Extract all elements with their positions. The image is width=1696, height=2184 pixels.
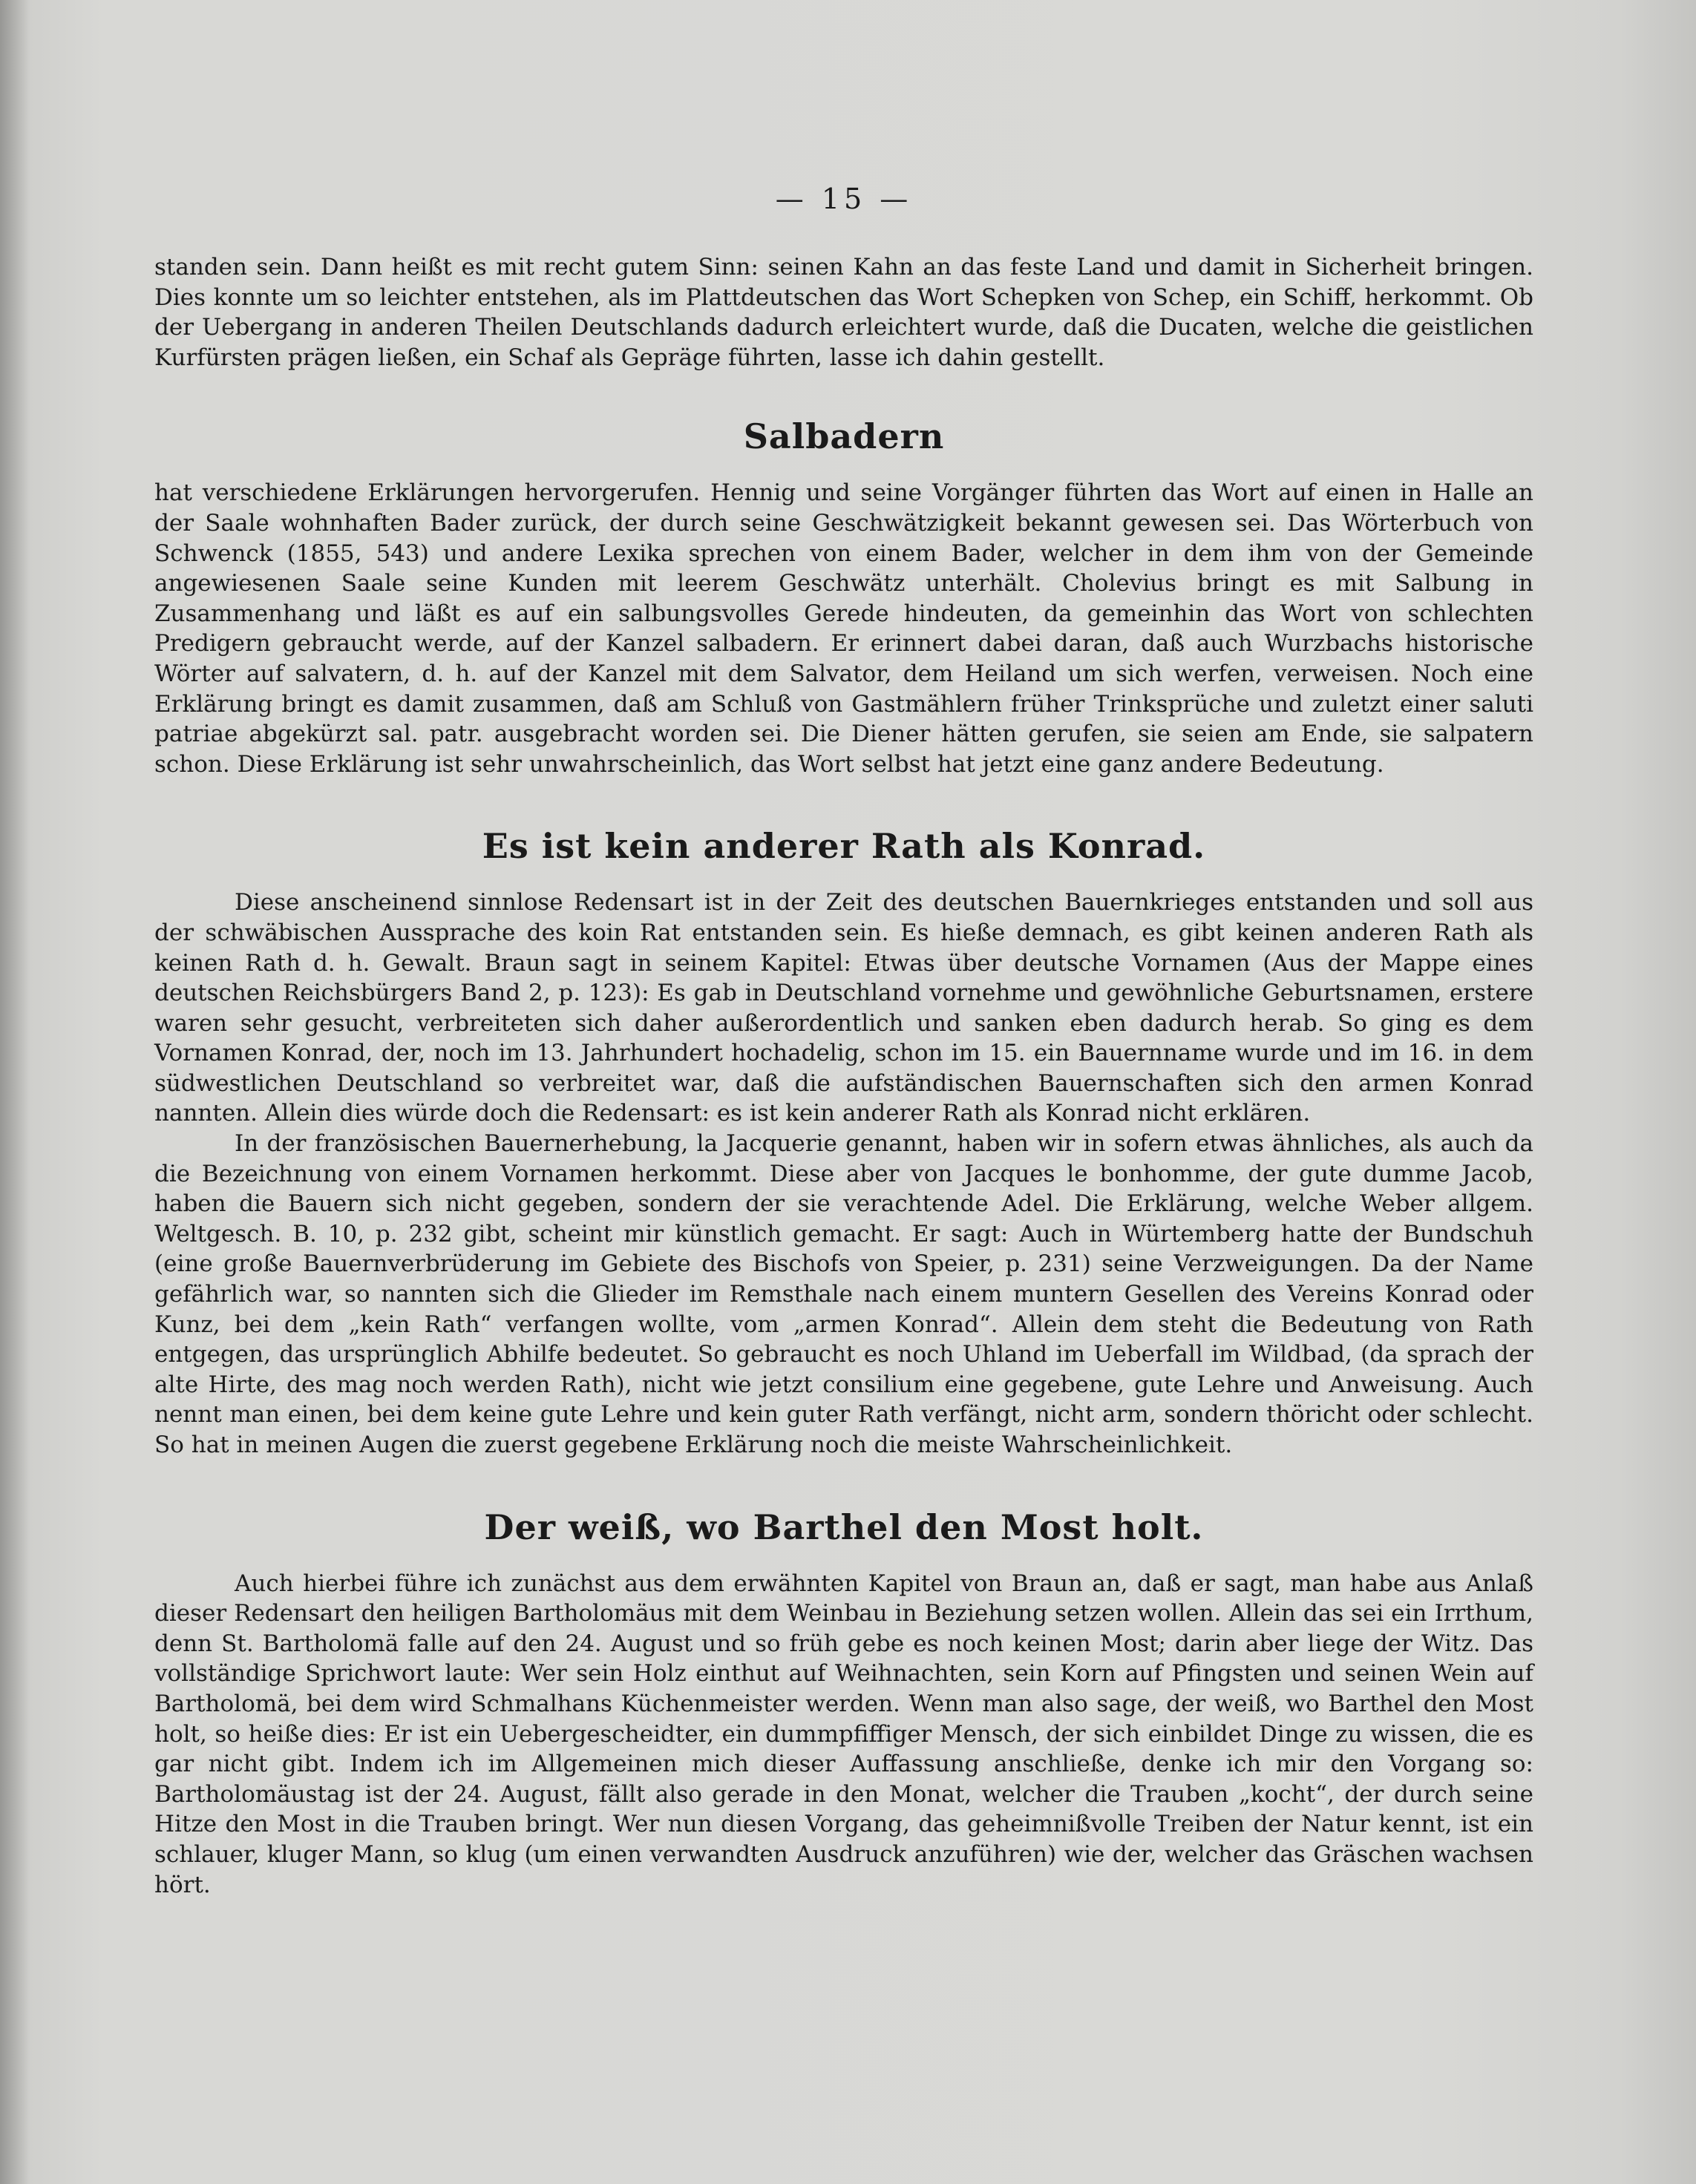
intro-paragraph: standen sein. Dann heißt es mit recht gutem Sinn: seinen Kahn an das feste Land und damit in Sicherheit bringen. Dies konnte um so leichter entstehen, als im Plattdeutschen das Wort Schepken von Schep, ein Schiff, herkommt. Ob der Uebergang in anderen Theilen Deutschlands dadurch erleichtert wurde, daß die Ducaten, welche die geistlichen Kurfürsten prägen ließen, ein Schaf als Gepräge führten, lasse ich dahin gestellt. bbox=[154, 254, 1533, 371]
konrad-paragraph-2: In der französischen Bauernerhebung, la Jacquerie genannt, haben wir in sofern etwas ähnliches, als auch da die Bezeichnung von einem Vornamen herkommt. Diese aber von Jacques le bonhomme, der gute dumme Jacob, haben die Bauern sich nicht gegeben, sondern der sie verachtende Adel. Die Erklärung, welche Weber allgem. Weltgesch. B. 10, p. 232 gibt, scheint mir künstlich gemacht. Er sagt: Auch in Würtemberg hatte der Bundschuh (eine große Bauernverbrüderung im Gebiete des Bischofs von Speier, p. 231) seine Verzweigungen. Da der Name gefährlich war, so nannten sich die Glieder im Remsthale nach einem muntern Gesellen des Vereins Konrad oder Kunz, bei dem „kein Rath“ verfangen wollte, vom „armen Konrad“. Allein dem steht die Bedeutung von Rath entgegen, das ursprünglich Abhilfe bedeutet. So gebraucht es noch Uhland im Ueberfall im Wildbad, (da sprach der alte Hirte, des mag noch werden Rath), nicht wie jetzt consilium eine gegebene, gute Lehre und Anweisung. Auch nennt man einen, bei dem keine gute Lehre und kein guter Rath verfängt, nicht arm, sondern thöricht oder schlecht. So hat in meinen Augen die zuerst gegebene Erklärung noch die meiste Wahrscheinlichkeit. bbox=[154, 1130, 1533, 1458]
section-title-barthel: Der weiß, wo Barthel den Most holt. bbox=[484, 1506, 1204, 1547]
page-content bbox=[154, 177, 1533, 1900]
salbadern-paragraph: hat verschiedene Erklärungen hervorgerufen. Hennig und seine Vorgänger führten das Wort auf einen in Halle an der Saale wohnhaften Bader zurück, der durch seine Geschwätzigkeit bekannt gewesen sei. Das Wörterbuch von Schwenck (1855, 543) und andere Lexika sprechen von einem Bader, welcher in dem ihm von der Gemeinde angewiesenen Saale seine Kunden mit leerem Geschwätz unterhält. Cholevius bringt es mit Salbung in Zusammenhang und läßt es auf ein salbungsvolles Gerede hindeuten, da gemeinhin das Wort von schlechten Predigern gebraucht werde, auf der Kanzel salbadern. Er erinnert dabei daran, daß auch Wurzbachs historische Wörter auf salvatern, d. h. auf der Kanzel mit dem Salvator, dem Heiland um sich werfen, verweisen. Noch eine Erklärung bringt es damit zusammen, daß am Schluß von Gastmählern früher Trinksprüche und zuletzt einer saluti patriae abgekürzt sal. patr. ausgebracht worden sei. Die Diener hätten gerufen, sie seien am Ende, sie salpatern schon. Diese Erklärung ist sehr unwahrscheinlich, das Wort selbst hat jetzt eine ganz andere Bedeutung. bbox=[154, 479, 1533, 778]
spine-shadow bbox=[0, 0, 30, 2184]
konrad-paragraph-1: Diese anscheinend sinnlose Redensart ist in der Zeit des deutschen Bauernkrieges entstanden und soll aus der schwäbischen Aussprache des koin Rat entstanden sein. Es hieße demnach, es gibt keinen anderen Rath als keinen Rath d. h. Gewalt. Braun sagt in seinem Kapitel: Etwas über deutsche Vornamen (Aus der Mappe eines deutschen Reichsbürgers Band 2, p. 123): Es gab in Deutschland vornehme und gewöhnliche Geburtsnamen, erstere waren sehr gesucht, verbreiteten sich daher außerordentlich und sanken eben dadurch herab. So ging es dem Vornamen Konrad, der, noch im 13. Jahrhundert hochadelig, schon im 15. ein Bauernname wurde und im 16. in dem südwestlichen Deutschland so verbreitet war, daß die aufständischen Bauernschaften sich den armen Konrad nannten. Allein dies würde doch die Redensart: es ist kein anderer Rath als Konrad nicht erklären. bbox=[154, 889, 1533, 1127]
section-title-salbadern: Salbadern bbox=[743, 416, 945, 457]
barthel-paragraph: Auch hierbei führe ich zunächst aus dem erwähnten Kapitel von Braun an, daß er sagt, man habe aus Anlaß dieser Redensart den heiligen Bartholomäus mit dem Weinbau in Beziehung setzen wollen. Allein das sei ein Irrthum, denn St. Bartholomä falle auf den 24. August und so früh gebe es noch keinen Most; darin aber liege der Witz. Das vollständige Sprichwort laute: Wer sein Holz einthut auf Weihnachten, sein Korn auf Pfingsten und seinen Wein auf Bartholomä, bei dem wird Schmalhans Küchenmeister werden. Wenn man also sage, der weiß, wo Barthel den Most holt, so heiße dies: Er ist ein Uebergescheidter, ein dummpfiffiger Mensch, der sich einbildet Dinge zu wissen, die es gar nicht gibt. Indem ich im Allgemeinen mich dieser Auffassung anschließe, denke ich mir den Vorgang so: Bartholomäustag ist der 24. August, fällt also gerade in den Monat, welcher die Trauben „kocht“, der durch seine Hitze den Most in die Trauben bringt. Wer nun diesen Vorgang, das geheimnißvolle Treiben der Natur kennt, ist ein schlauer, kluger Mann, so klug (um einen verwandten Ausdruck anzuführen) wie der, welcher das Gräschen wachsen hört. bbox=[154, 1570, 1533, 1898]
page-number: — 15 — bbox=[775, 183, 913, 215]
section-title-konrad: Es ist kein anderer Rath als Konrad. bbox=[482, 826, 1206, 867]
